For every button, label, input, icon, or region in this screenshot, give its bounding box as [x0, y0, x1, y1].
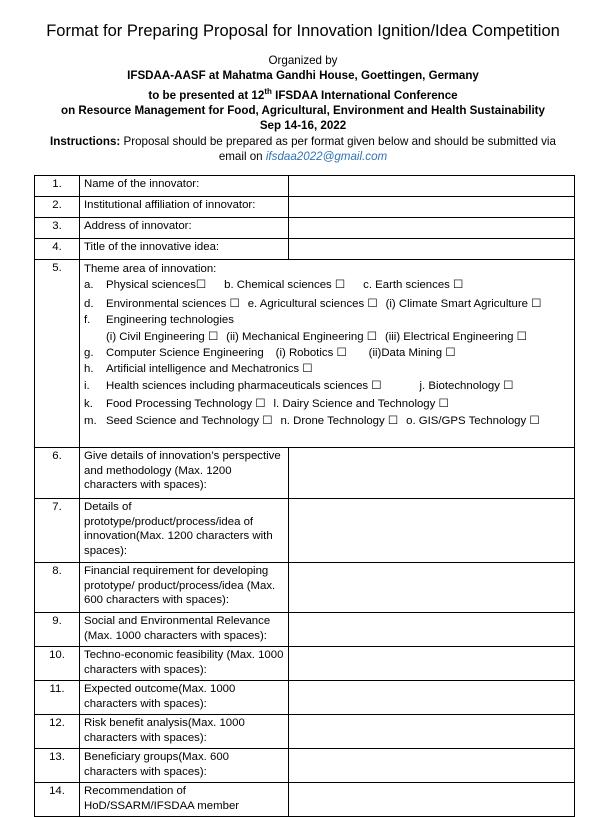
- table-row: [35, 218, 575, 239]
- option-earth-sciences[interactable]: c. Earth sciences ☐: [363, 279, 464, 292]
- table-row: [35, 647, 575, 681]
- table-row: [35, 563, 575, 613]
- row-number: 2.: [35, 197, 80, 218]
- option-agricultural-sciences[interactable]: e. Agricultural sciences ☐: [247, 297, 378, 310]
- answer-field-risk[interactable]: [289, 715, 575, 749]
- email-link[interactable]: ifsdaa2022@gmail.com: [265, 150, 388, 164]
- checkbox-icon[interactable]: ☐: [195, 279, 207, 292]
- theme-line-a: a. Physical sciences☐ b. Chemical sciences ☐ c. Earth sciences ☐: [84, 277, 570, 293]
- table-row: [35, 715, 575, 749]
- conference-name: on Resource Management for Food, Agricultural, Environment and Health Sustainability: [61, 104, 545, 118]
- checkbox-icon[interactable]: ☐: [438, 398, 449, 411]
- table-row: [35, 260, 575, 448]
- checkbox-icon[interactable]: ☐: [445, 347, 456, 360]
- option-gis-gps[interactable]: o. GIS/GPS Technology ☐: [406, 414, 540, 427]
- table-row: [35, 499, 575, 563]
- answer-field-title[interactable]: [289, 239, 575, 260]
- option-mechanical-engineering[interactable]: (ii) Mechanical Engineering ☐: [226, 330, 377, 343]
- option-drone-technology[interactable]: n. Drone Technology ☐: [280, 414, 399, 427]
- row-number: 14.: [35, 783, 80, 817]
- table-row: [35, 176, 575, 197]
- theme-line-g: g. Computer Science Engineering (i) Robotics ☐ (ii)Data Mining ☐: [84, 345, 570, 361]
- table-row: [35, 783, 575, 817]
- row-number: 1.: [35, 176, 80, 197]
- answer-field-financial[interactable]: [289, 563, 575, 613]
- conference-dates: Sep 14-16, 2022: [259, 119, 347, 133]
- checkbox-icon[interactable]: ☐: [503, 379, 514, 392]
- answer-field-methodology[interactable]: [289, 448, 575, 499]
- theme-line-i: i. Health sciences including pharmaceuticals sciences ☐ j. Biotechnology ☐: [84, 378, 570, 394]
- checkbox-icon[interactable]: ☐: [334, 279, 346, 292]
- row-label: Details of prototype/product/process/idea of innovation(Max. 1200 characters with spaces):: [80, 499, 289, 563]
- option-electrical-engineering[interactable]: (iii) Electrical Engineering ☐: [384, 330, 527, 343]
- table-row: [35, 681, 575, 715]
- answer-field-beneficiary[interactable]: [289, 749, 575, 783]
- answer-field-name[interactable]: [289, 176, 575, 197]
- option-chemical-sciences[interactable]: b. Chemical sciences ☐: [224, 279, 346, 292]
- email-line: email on ifsdaa2022@gmail.com: [218, 150, 388, 164]
- row-number: 3.: [35, 218, 80, 239]
- checkbox-icon[interactable]: ☐: [229, 297, 240, 310]
- checkbox-icon[interactable]: ☐: [207, 330, 219, 343]
- row-number: 13.: [35, 749, 80, 783]
- table-row: [35, 613, 575, 647]
- checkbox-icon[interactable]: ☐: [367, 297, 378, 310]
- row-label: Recommendation of HoD/SSARM/IFSDAA member: [80, 783, 289, 817]
- answer-field-social[interactable]: [289, 613, 575, 647]
- theme-line-d: d. Environmental sciences ☐ e. Agricultural sciences ☐ (i) Climate Smart Agriculture ☐: [84, 294, 570, 312]
- option-seed-science[interactable]: Seed Science and Technology ☐: [106, 414, 273, 427]
- row-number: 12.: [35, 715, 80, 749]
- answer-field-address[interactable]: [289, 218, 575, 239]
- row-label: Theme area of innovation:: [84, 263, 217, 275]
- answer-field-recommendation[interactable]: [289, 783, 575, 817]
- presented-at: to be presented at 12th IFSDAA International Conference: [148, 86, 458, 102]
- row-number: 6.: [35, 448, 80, 499]
- row-number: 5.: [35, 260, 80, 448]
- option-climate-smart-agriculture[interactable]: (i) Climate Smart Agriculture ☐: [385, 297, 542, 310]
- answer-field-outcome[interactable]: [289, 681, 575, 715]
- checkbox-icon[interactable]: ☐: [516, 330, 527, 343]
- page-title: Format for Preparing Proposal for Innovation Ignition/Idea Competition: [46, 22, 560, 40]
- document-header: [30, 53, 576, 165]
- option-physical-sciences[interactable]: Physical sciences☐: [106, 279, 207, 292]
- checkbox-icon[interactable]: ☐: [336, 347, 347, 360]
- organized-by: Organized by: [268, 54, 338, 67]
- table-row: [35, 448, 575, 499]
- option-biotechnology[interactable]: j. Biotechnology ☐: [419, 379, 514, 392]
- theme-line-k: k. Food Processing Technology ☐ l. Dairy Science and Technology ☐: [84, 394, 570, 412]
- row-number: 11.: [35, 681, 80, 715]
- answer-field-affiliation[interactable]: [289, 197, 575, 218]
- option-health-sciences[interactable]: Health sciences including pharmaceuticals sciences ☐: [106, 379, 382, 392]
- checkbox-icon[interactable]: ☐: [371, 379, 382, 392]
- option-environmental-sciences[interactable]: Environmental sciences ☐: [106, 297, 240, 310]
- answer-field-techno[interactable]: [289, 647, 575, 681]
- answer-field-prototype[interactable]: [289, 499, 575, 563]
- row-label: Techno-economic feasibility (Max. 1000 characters with spaces):: [80, 647, 289, 681]
- option-robotics[interactable]: (i) Robotics ☐: [275, 347, 347, 360]
- row-number: 4.: [35, 239, 80, 260]
- checkbox-icon[interactable]: ☐: [529, 414, 540, 427]
- checkbox-icon[interactable]: ☐: [302, 363, 313, 376]
- row-label: Title of the innovative idea:: [80, 239, 289, 260]
- checkbox-icon[interactable]: ☐: [262, 414, 273, 427]
- option-food-processing[interactable]: Food Processing Technology ☐: [106, 398, 266, 411]
- option-data-mining[interactable]: (ii)Data Mining ☐: [368, 347, 456, 360]
- option-ai-mechatronics[interactable]: Artificial intelligence and Mechatronics ☐: [106, 363, 313, 376]
- row-number: 10.: [35, 647, 80, 681]
- checkbox-icon[interactable]: ☐: [387, 414, 399, 427]
- row-number: 9.: [35, 613, 80, 647]
- table-row: [35, 239, 575, 260]
- option-dairy-science[interactable]: l. Dairy Science and Technology ☐: [273, 398, 449, 411]
- organizer: IFSDAA-AASF at Mahatma Gandhi House, Goettingen, Germany: [127, 69, 479, 83]
- theme-line-m: m. Seed Science and Technology ☐ n. Drone Technology ☐ o. GIS/GPS Technology ☐: [84, 413, 570, 429]
- theme-line-h: h. Artificial intelligence and Mechatronics ☐: [84, 361, 570, 377]
- theme-line-f-sub: [84, 329, 570, 345]
- theme-line-f: f. Engineering technologies: [84, 314, 234, 327]
- table-row: [35, 197, 575, 218]
- checkbox-icon[interactable]: ☐: [366, 330, 377, 343]
- row-number: 8.: [35, 563, 80, 613]
- proposal-form-table: [34, 175, 575, 817]
- checkbox-icon[interactable]: ☐: [453, 279, 464, 292]
- row-label: Address of innovator:: [80, 218, 289, 239]
- row-label: Give details of innovation’s perspective and methodology (Max. 1200 characters with spaces):: [80, 448, 289, 499]
- checkbox-icon[interactable]: ☐: [531, 297, 542, 310]
- instructions: Instructions: Proposal should be prepared as per format given below and should be submitted via: [50, 134, 556, 148]
- checkbox-icon[interactable]: ☐: [255, 398, 266, 411]
- option-civil-engineering[interactable]: (i) Civil Engineering ☐: [106, 330, 219, 343]
- row-label: Beneficiary groups(Max. 600 characters with spaces):: [80, 749, 289, 783]
- theme-area-cell: [80, 260, 575, 448]
- row-label: Financial requirement for developing prototype/ product/process/idea (Max. 600 characters with spaces):: [80, 563, 289, 613]
- row-number: 7.: [35, 499, 80, 563]
- row-label: Name of the innovator:: [80, 176, 289, 197]
- table-row: [35, 749, 575, 783]
- row-label: Institutional affiliation of innovator:: [80, 197, 289, 218]
- row-label: Expected outcome(Max. 1000 characters with spaces):: [80, 681, 289, 715]
- row-label: Risk benefit analysis(Max. 1000 characters with spaces):: [80, 715, 289, 749]
- row-label: Social and Environmental Relevance (Max. 1000 characters with spaces):: [80, 613, 289, 647]
